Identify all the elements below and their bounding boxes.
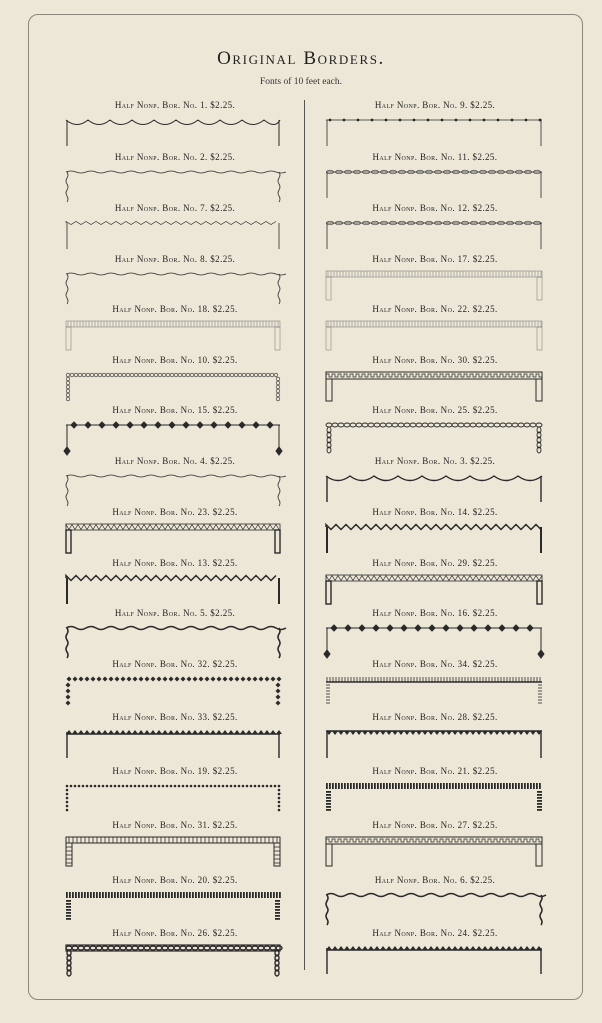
- border-sample: [66, 114, 286, 154]
- border-label: Half Nonp. Bor. No. 19. $2.25.: [112, 766, 238, 776]
- border-label: Half Nonp. Bor. No. 5. $2.25.: [114, 608, 236, 618]
- border-label: Half Nonp. Bor. No. 17. $2.25.: [372, 254, 498, 264]
- border-label: Half Nonp. Bor. No. 14. $2.25.: [372, 507, 498, 517]
- border-sample: [326, 268, 546, 308]
- border-label: Half Nonp. Bor. No. 29. $2.25.: [372, 558, 498, 568]
- border-label: Half Nonp. Bor. No. 30. $2.25.: [372, 355, 498, 365]
- border-label: Half Nonp. Bor. No. 9. $2.25.: [374, 100, 496, 110]
- border-sample: [326, 318, 546, 358]
- page-title: Original Borders.: [217, 48, 385, 69]
- border-label: Half Nonp. Bor. No. 25. $2.25.: [372, 405, 498, 415]
- border-label: Half Nonp. Bor. No. 4. $2.25.: [114, 456, 236, 466]
- border-sample: [66, 369, 286, 409]
- border-label: Half Nonp. Bor. No. 6. $2.25.: [374, 875, 496, 885]
- border-sample: [326, 889, 546, 929]
- border-sample: [66, 726, 286, 766]
- border-sample: [66, 889, 286, 929]
- border-sample: [66, 834, 286, 874]
- border-label: Half Nonp. Bor. No. 10. $2.25.: [112, 355, 238, 365]
- border-label: Half Nonp. Bor. No. 26. $2.25.: [112, 928, 238, 938]
- border-sample: [66, 470, 286, 510]
- column-divider: [304, 100, 305, 970]
- border-label: Half Nonp. Bor. No. 1. $2.25.: [114, 100, 236, 110]
- border-label: Half Nonp. Bor. No. 7. $2.25.: [114, 203, 236, 213]
- border-label: Half Nonp. Bor. No. 18. $2.25.: [112, 304, 238, 314]
- border-sample: [326, 780, 546, 820]
- border-sample: [326, 470, 546, 510]
- border-label: Half Nonp. Bor. No. 34. $2.25.: [372, 659, 498, 669]
- border-label: Half Nonp. Bor. No. 31. $2.25.: [112, 820, 238, 830]
- border-label: Half Nonp. Bor. No. 16. $2.25.: [372, 608, 498, 618]
- border-label: Half Nonp. Bor. No. 32. $2.25.: [112, 659, 238, 669]
- border-label: Half Nonp. Bor. No. 15. $2.25.: [112, 405, 238, 415]
- border-label: Half Nonp. Bor. No. 11. $2.25.: [372, 152, 498, 162]
- border-sample: [326, 166, 546, 206]
- border-sample: [66, 780, 286, 820]
- border-sample: [66, 673, 286, 713]
- border-sample: [66, 268, 286, 308]
- border-label: Half Nonp. Bor. No. 24. $2.25.: [372, 928, 498, 938]
- border-sample: [326, 114, 546, 154]
- border-sample: [326, 622, 546, 662]
- border-label: Half Nonp. Bor. No. 33. $2.25.: [112, 712, 238, 722]
- border-sample: [326, 572, 546, 612]
- page-subtitle: Fonts of 10 feet each.: [259, 77, 343, 87]
- border-sample: [66, 521, 286, 561]
- border-label: Half Nonp. Bor. No. 27. $2.25.: [372, 820, 498, 830]
- border-label: Half Nonp. Bor. No. 8. $2.25.: [114, 254, 236, 264]
- border-sample: [66, 622, 286, 662]
- border-sample: [326, 834, 546, 874]
- border-sample: [66, 166, 286, 206]
- border-label: Half Nonp. Bor. No. 12. $2.25.: [372, 203, 498, 213]
- border-sample: [66, 217, 286, 257]
- border-sample: [66, 318, 286, 358]
- border-label: Half Nonp. Bor. No. 3. $2.25.: [374, 456, 496, 466]
- border-sample: [66, 572, 286, 612]
- border-label: Half Nonp. Bor. No. 28. $2.25.: [372, 712, 498, 722]
- border-sample: [326, 726, 546, 766]
- border-sample: [326, 419, 546, 459]
- border-label: Half Nonp. Bor. No. 13. $2.25.: [112, 558, 238, 568]
- border-sample: [326, 521, 546, 561]
- border-label: Half Nonp. Bor. No. 20. $2.25.: [112, 875, 238, 885]
- border-sample: [326, 369, 546, 409]
- border-sample: [66, 942, 286, 982]
- border-sample: [66, 419, 286, 459]
- border-label: Half Nonp. Bor. No. 22. $2.25.: [372, 304, 498, 314]
- border-label: Half Nonp. Bor. No. 23. $2.25.: [112, 507, 238, 517]
- border-sample: [326, 673, 546, 713]
- border-label: Half Nonp. Bor. No. 21. $2.25.: [372, 766, 498, 776]
- border-sample: [326, 217, 546, 257]
- border-label: Half Nonp. Bor. No. 2. $2.25.: [114, 152, 236, 162]
- border-sample: [326, 942, 546, 982]
